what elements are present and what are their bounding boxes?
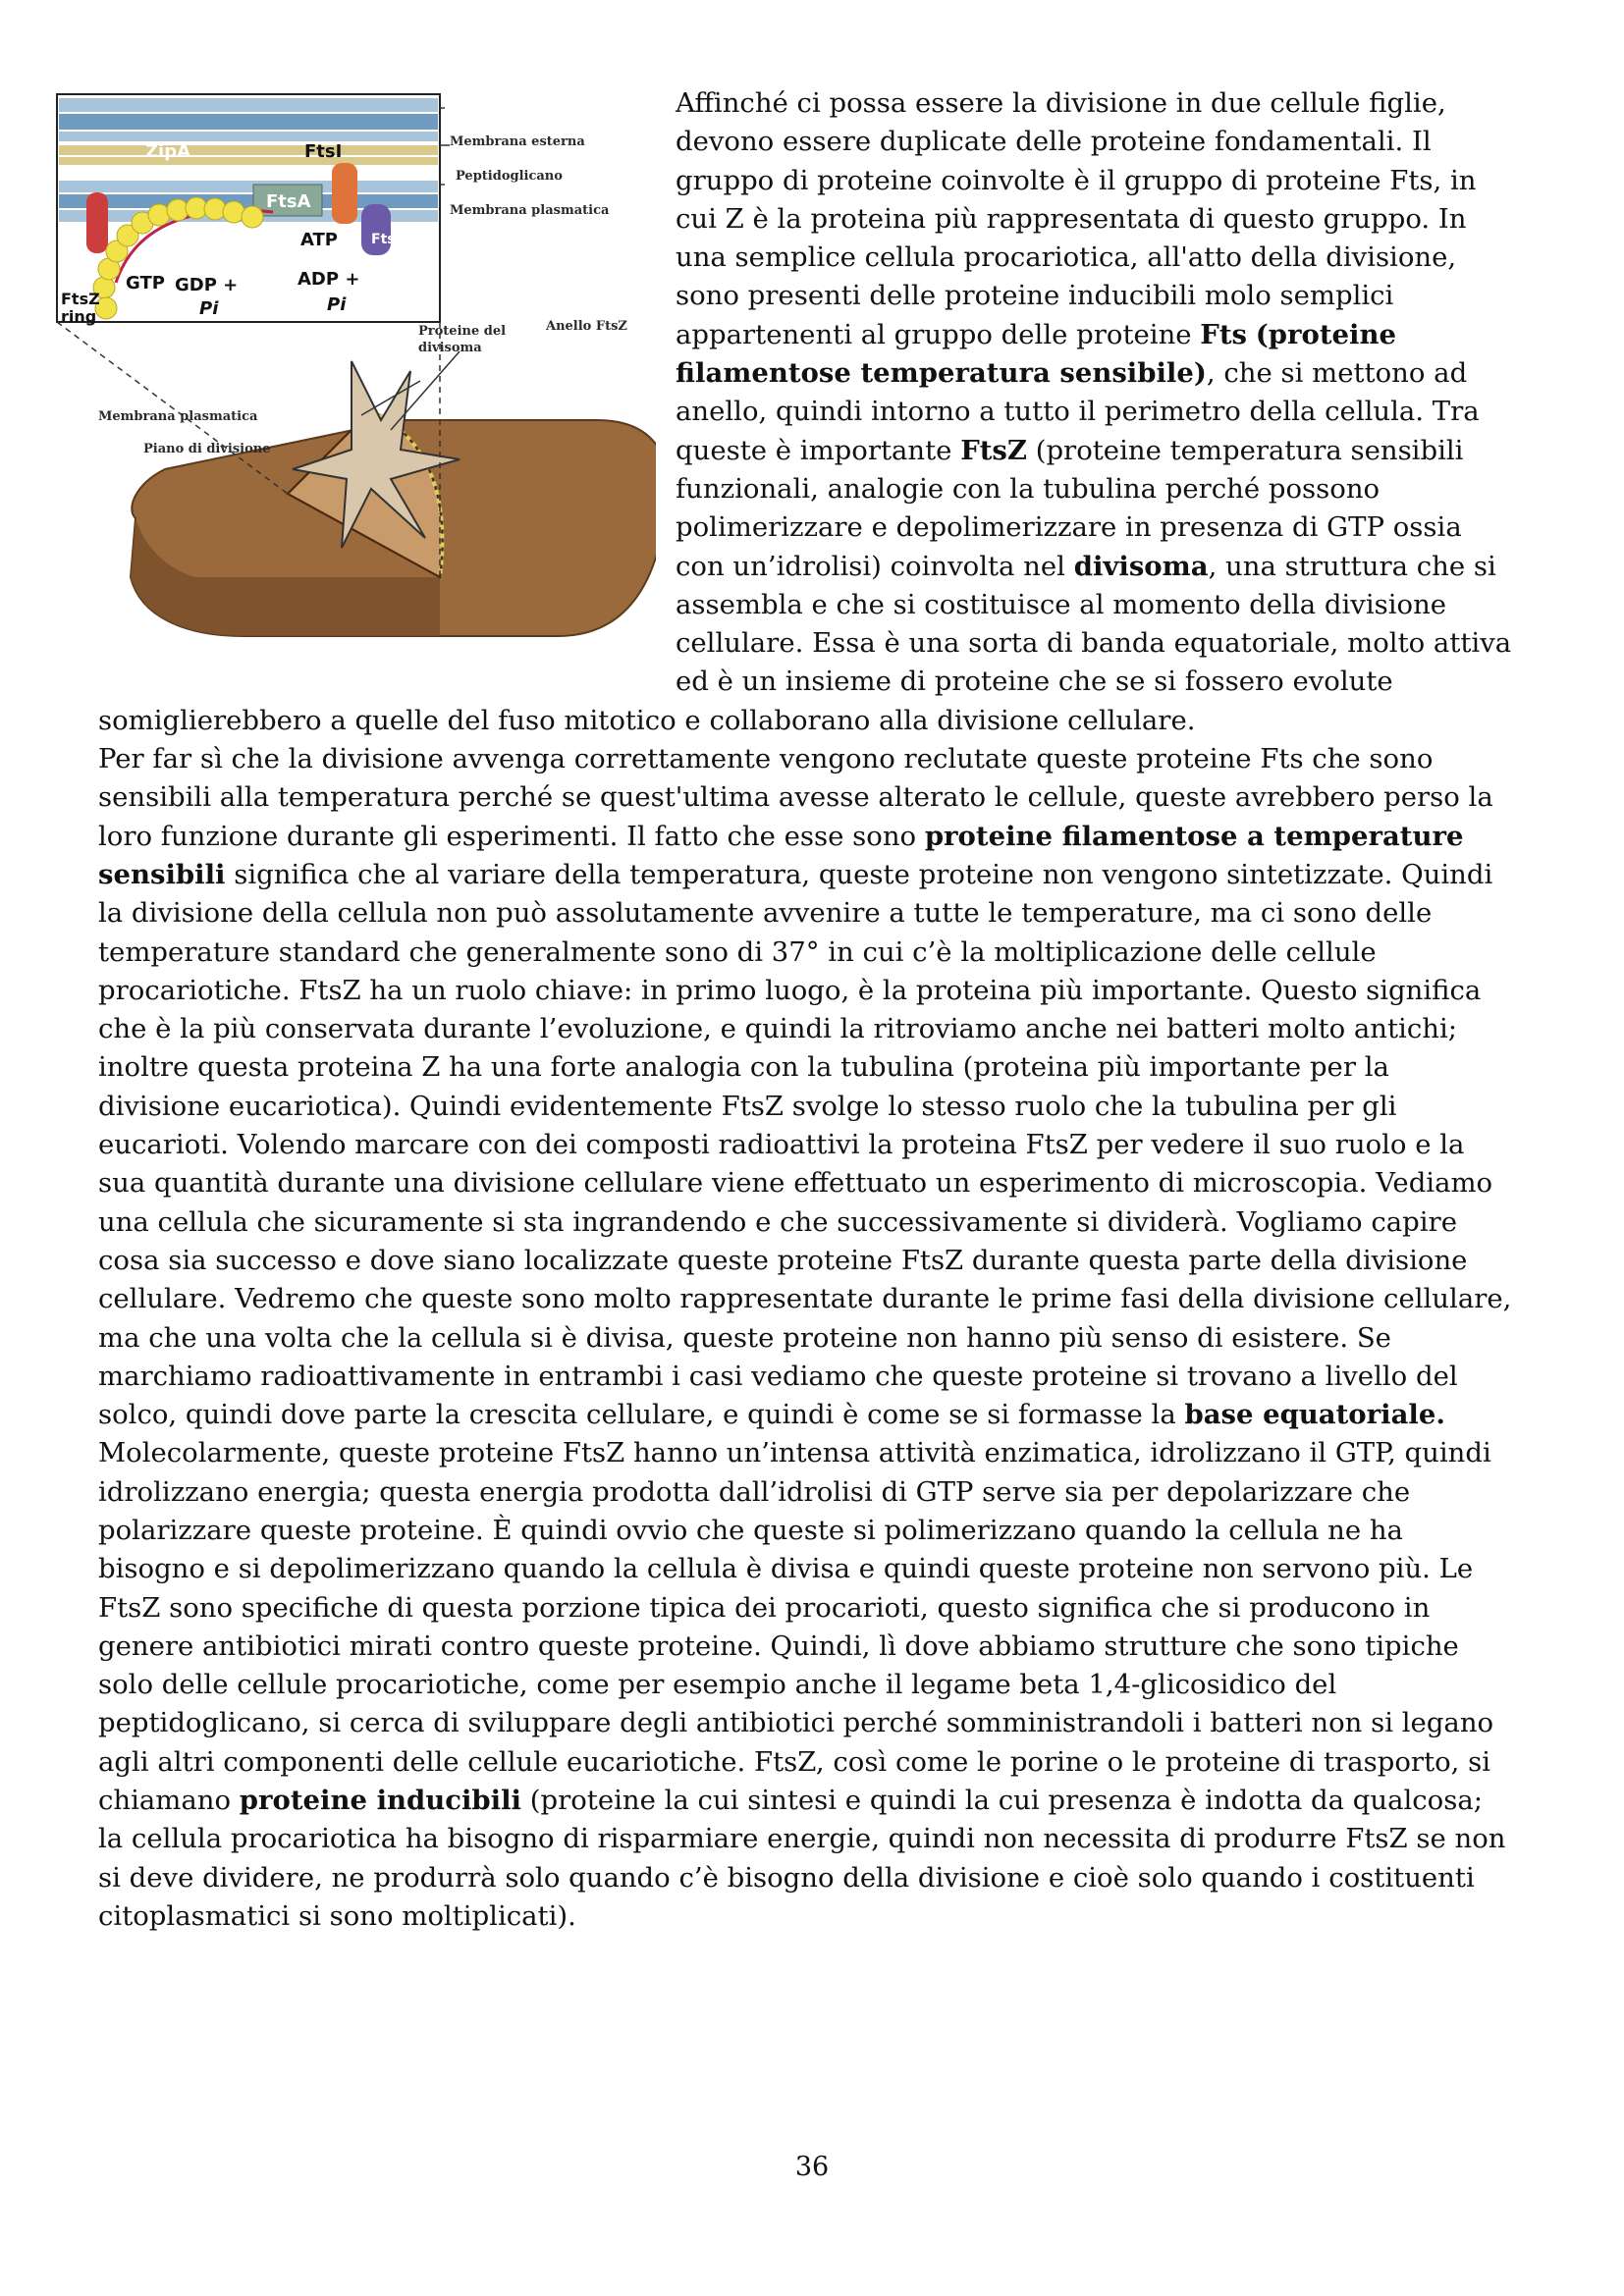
p2-text-3: Molecolarmente, queste proteine FtsZ hanno un’intensa attività enzimatica, idrolizzano il GTP, quindi idrolizzano energia; questa energia prodotta dall’idrolisi di GTP serve sia per depolarizzare che polarizzare queste proteine. È quindi ovvio che queste si polimerizzano quando la cellula ne ha bisogno e si depolimerizzano quando la cellula è divisa e quindi queste proteine non servono più. Le FtsZ sono specifiche di questa porzione tipica dei procarioti, questo significa che si producono in genere antibiotici mirati contro queste proteine. Quindi, lì dove abbiamo strutture che sono tipiche solo delle cellule procariotiche, come per esempio anche il legame beta 1,4-glicosidico del peptidoglicano, si cerca di sviluppare degli antibiotici perché somministrandoli i batteri non si legano agli altri componenti delle cellule eucariotiche. FtsZ, così come le porine o le proteine di trasporto, si chiamano — [98, 1437, 1494, 1817]
divisome-label-line1: Proteine del — [418, 324, 507, 339]
paragraph-2 — [98, 740, 1512, 1936]
ftsz-ring-label-line2: ring — [61, 307, 97, 326]
peptidoglycan-label: Peptidoglicano — [456, 169, 563, 184]
adp-label: ADP + — [298, 269, 360, 290]
division-plane-label: Piano di divisione — [143, 442, 271, 456]
p1-text-2 — [1247, 319, 1256, 350]
p1-bold-divisoma: divisoma — [1073, 550, 1209, 582]
p2-bold-filamentose: proteine filamentose a temperature sensibili — [98, 820, 1464, 890]
ftsi-label: FtsI — [304, 141, 343, 162]
p2-text-1: Per far sì che la divisione avvenga correttamente vengono reclutate queste proteine Fts che sono sensibili alla temperatura perché se quest'ultima avesse alterato le cellule, queste avrebbero perso la loro funzione durante gli esperimenti. Il fatto che esse sono — [98, 743, 1493, 852]
ftsz-ring-callout-label: Anello FtsZ — [546, 319, 627, 334]
ftsz-ring-label-line1: FtsZ — [61, 290, 100, 308]
plasma-membrane-top-label: Membrana plasmatica — [450, 203, 610, 218]
p1-text-3: , che si mettono ad anello, quindi intorno a tutto il perimetro della cellula. Tra queste è importante — [676, 357, 1480, 466]
page-number: 36 — [794, 2152, 830, 2182]
ftsa-label: FtsA — [266, 191, 311, 212]
p2-text-4: (proteine la cui sintesi e quindi la cui presenza è indotta da qualcosa; la cellula procariotica ha bisogno di risparmiare energie, quindi non necessita di produrre FtsZ se non si deve dividere, ne produrrà solo quando c’è bisogno della divisione e cioè solo quando i costituenti citoplasmatici si sono moltiplicati). — [98, 1785, 1506, 1932]
gdp-label: GDP + — [175, 275, 239, 295]
figure-wrap-spacer — [98, 84, 676, 683]
p1-bold-fts: Fts — [1200, 318, 1248, 350]
adp-pi-label: Pi — [327, 294, 347, 315]
gtp-label: GTP — [126, 273, 165, 294]
atp-label: ATP — [300, 230, 339, 250]
p2-bold-inducibili: proteine inducibili — [239, 1785, 521, 1817]
body-text — [98, 84, 1512, 1936]
p1-text-4: (proteine temperatura sensibili funzionali, analogie con la tubulina perché possono polimerizzare e depolimerizzare in presenza di GTP ossia con un’idrolisi) coinvolta nel — [676, 434, 1464, 582]
p2-bold-base-equatoriale: base equatoriale. — [1184, 1399, 1445, 1431]
gdp-pi-label: Pi — [199, 298, 219, 319]
ftsk-label: FtsK — [371, 232, 406, 247]
p1-text-1: Affinché ci possa essere la divisione in due cellule figlie, devono essere duplicate delle proteine fondamentali. Il gruppo di proteine coinvolte è il gruppo di proteine Fts, in cui Z è la proteina più rappresentata di questo gruppo. In una semplice cellula procariotica, all'atto della divisione, sono presenti delle proteine inducibili molo semplici appartenenti al gruppo delle proteine — [676, 87, 1477, 350]
p1-text-5: , una struttura che si assembla e che si costituisce al momento della divisione cellulare. Essa è una sorta di banda equatoriale, molto attiva ed è un insieme di proteine che se si fossero evolute somiglierebbero a quelle del fuso mitotico e collaborano alla divisione cellulare. — [98, 550, 1512, 736]
p1-bold-ftsz: FtsZ — [960, 434, 1027, 466]
p2-text-2: significa che al variare della temperatura, queste proteine non vengono sintetizzate. Quindi la divisione della cellula non può assolutamente avvenire a tutte le temperature, ma ci sono delle temperature standard che generalmente sono di 37° in cui c’è la moltiplicazione delle cellule procariotiche. FtsZ ha un ruolo chiave: in primo luogo, è la proteina più importante. Questo significa che è la più conservata durante l’evoluzione, e quindi la ritroviamo anche nei batteri molto antichi; inoltre questa proteina Z ha una forte analogia con la tubulina (proteina più importante per la divisione eucariotica). Quindi evidentemente FtsZ svolge lo stesso ruolo che la tubulina per gli eucarioti. Volendo marcare con dei composti radioattivi la proteina FtsZ per vedere il suo ruolo e la sua quantità durante una divisione cellulare viene effettuato un esperimento di microscopia. Vediamo una cellula che sicuramente si sta ingrandendo e che successivamente si dividerà. Vogliamo capire cosa sia successo e dove siano localizzate queste proteine FtsZ durante questa parte della divisione cellulare. Vedremo che queste sono molto rappresentate durante le prime fasi della divisione cellulare, ma che una volta che la cellula si è divisa, queste proteine non hanno più senso di esistere. Se marchiamo radioattivamente in entrambi i casi vediamo che queste proteine si trovano a livello del solco, quindi dove parte la crescita cellulare, e quindi è come se si formasse la — [98, 858, 1512, 1431]
divisome-label-line2: divisoma — [418, 341, 482, 355]
zipa-label: ZipA — [145, 141, 191, 162]
outer-membrane-label: Membrana esterna — [450, 134, 585, 149]
plasma-membrane-bottom-label: Membrana plasmatica — [98, 409, 258, 424]
p1-bold-definition: (proteine filamentose temperatura sensibile) — [676, 318, 1396, 390]
